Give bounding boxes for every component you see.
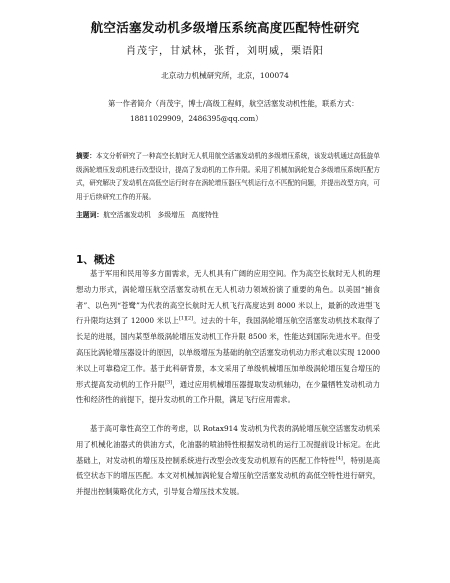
author-list: 肖茂宇，甘斌林，张哲，刘明威，栗语阳 bbox=[126, 46, 324, 57]
para2-text: 基于高可靠性高空工作的考虑，以 Rotax914 发动机为代表的涡轮增压航空活塞发动机采用了机械化油器式的供油方式，化油器的喷油特性根据发动机的运行工况提前设计标定。在此基础上，对发动机的增压及控制系统进行改型会改变发动机原有的匹配工作特性 bbox=[76, 424, 380, 465]
section-heading-overview: 1、概述 bbox=[76, 254, 115, 266]
body-paragraph-2 bbox=[76, 421, 380, 500]
abstract-label: 摘要： bbox=[76, 152, 96, 160]
para1-text: 基于军用和民用等多方面需求，无人机具有广阔的应用空间。作为高空长航时无人机的理想动力形式，涡轮增压航空活塞发动机在无人机动力领域扮演了重要的角色。以美国“捕食者”、以色列“苍鹭”为代表的高空长航时无人机飞行高度达到 8000 米以上，最新的改进型飞行升限均达到了 12000 米以上 bbox=[76, 269, 380, 326]
paper-title: 航空活塞发动机多级增压系统高度匹配特性研究 bbox=[90, 20, 360, 35]
abstract bbox=[76, 150, 380, 204]
abstract-text: 本文分析研究了一种高空长航时无人机用航空活塞发动机的多级增压系统，该发动机通过高低旋单级涡轮增压发动机进行改型设计，提高了发动机的工作升限。采用了机械加涡轮复合多级增压系统匹配方式，研究解决了发动机在高低空运行时存在涡轮增压器压气机运行点不匹配的问题，并提出改型方向，可用于后续研究工作的开展。 bbox=[76, 152, 380, 201]
citation-3: [3] bbox=[165, 379, 173, 386]
para1-text-3: ，通过应用机械增压器提取发动机轴功，在少量牺牲发动机动力性和经济性的前提下，提升发动机的工作升限，满足飞行应用需求。 bbox=[76, 379, 381, 405]
para1-text-2: 。过去的十年，我国涡轮增压航空活塞发动机技术取得了长足的进展，国内某型单级涡轮增压发动机工作升限 8500 米，性能达到国际先进水平。但受高压比涡轮增压器设计的原因，以单级增压为基础的航空活塞发动机动力形式难以实现 12000 米以上可靠稳定工作。基于此科研背景，本文采用了单级机械增压加单级涡轮增压复合增压的形式提高发动机的工作升限 bbox=[76, 316, 380, 389]
bio-line-1: 第一作者简介（肖茂宇，博士/高级工程师，航空活塞发动机性能，联系方式： bbox=[108, 99, 359, 108]
para2-text-2: ，特别是高低空状态下的增压匹配。本文对机械加涡轮复合增压航空活塞发动机的高低空特性进行研究，并提出控制策略优化方式，引导复合增压技术发展。 bbox=[76, 455, 381, 497]
keywords bbox=[76, 209, 380, 219]
body-paragraph-1 bbox=[76, 266, 380, 408]
citation-4: [4] bbox=[335, 455, 343, 462]
keywords-text: 航空活塞发动机 多级增压 高度特性 bbox=[103, 211, 219, 219]
keywords-label: 主题词： bbox=[76, 211, 104, 219]
affiliation: 北京动力机械研究所，北京，100074 bbox=[161, 71, 289, 80]
bio-line-2: 18811029909，2486395@qq.com） bbox=[130, 114, 263, 123]
citation-1-2: [1][2] bbox=[178, 315, 194, 322]
first-author-bio bbox=[108, 96, 408, 126]
